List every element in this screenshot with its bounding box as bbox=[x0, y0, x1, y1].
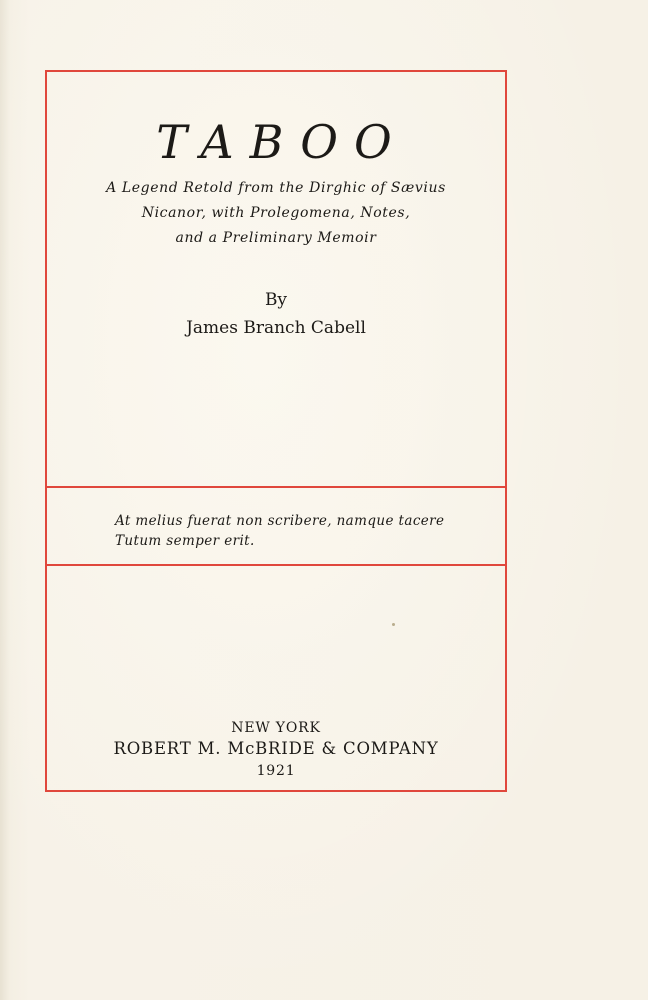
epigraph-line: Tutum semper erit. bbox=[115, 533, 255, 549]
red-divider-lower bbox=[45, 564, 507, 566]
epigraph-line: At melius fuerat non scribere, namque tacere bbox=[115, 513, 445, 529]
imprint-publisher: ROBERT M. McBRIDE & COMPANY bbox=[113, 739, 439, 758]
subtitle-line: Nicanor, with Prolegomena, Notes, bbox=[141, 205, 411, 221]
red-divider-upper bbox=[45, 486, 507, 488]
author-name: James Branch Cabell bbox=[186, 318, 366, 338]
imprint-place: NEW YORK bbox=[231, 720, 321, 736]
subtitle-line: A Legend Retold from the Dirghic of Sævius bbox=[106, 180, 446, 196]
book-subtitle bbox=[90, 176, 462, 251]
epigraph bbox=[115, 511, 475, 551]
subtitle-line: and a Preliminary Memoir bbox=[175, 230, 377, 246]
book-title: TABOO bbox=[156, 115, 408, 169]
imprint-year: 1921 bbox=[256, 763, 296, 779]
paper-speck bbox=[392, 623, 395, 626]
by-label: By bbox=[264, 290, 288, 310]
